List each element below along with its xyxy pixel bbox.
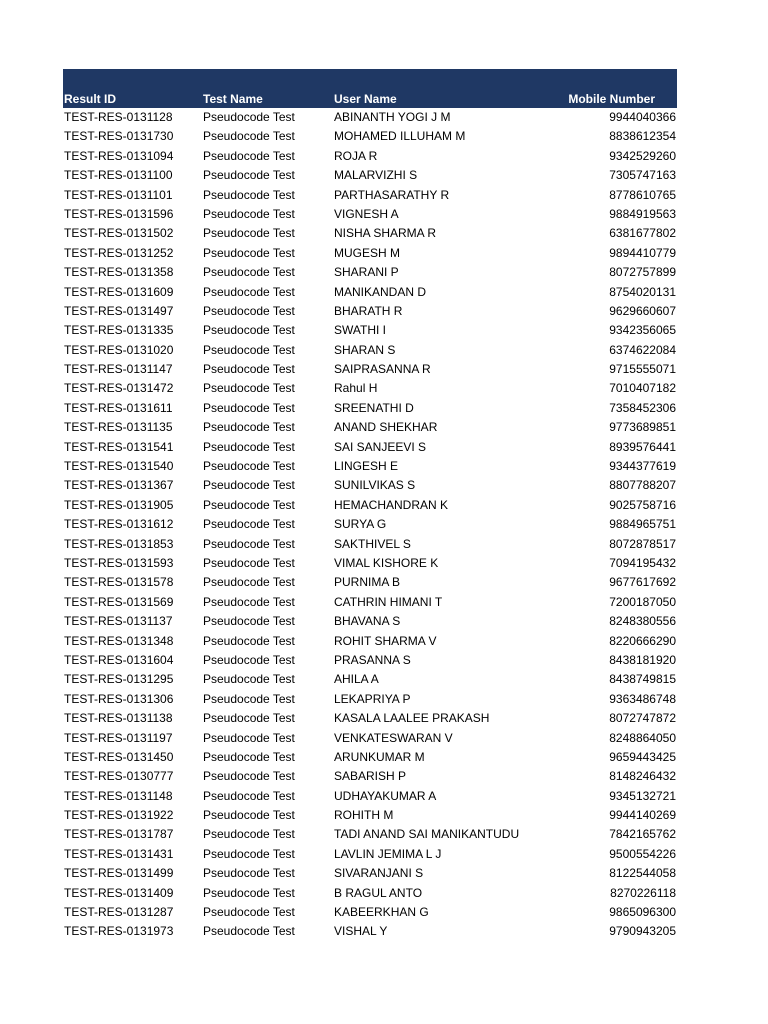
mobile-number-cell: 9773689851 [609,420,676,435]
table-row [63,670,677,689]
result-id-cell: TEST-RES-0131137 [64,614,173,629]
result-id-cell: TEST-RES-0131358 [64,265,174,280]
test-name-cell: Pseudocode Test [203,265,295,280]
result-id-cell: TEST-RES-0131094 [64,148,174,163]
test-name-cell: Pseudocode Test [203,245,295,260]
user-name-cell: UDHAYAKUMAR A [334,788,437,803]
test-name-cell: Pseudocode Test [203,168,295,183]
result-id-cell: TEST-RES-0131367 [64,478,174,493]
table-row [63,864,677,883]
result-id-cell: TEST-RES-0131611 [64,400,173,415]
user-name-cell: AHILA A [334,672,379,687]
user-name-cell: SURYA G [334,517,387,532]
mobile-number-cell: 8148246432 [609,769,676,784]
test-name-cell: Pseudocode Test [203,400,295,415]
test-name-cell: Pseudocode Test [203,420,295,435]
column-header-result-id: Result ID [64,92,117,106]
test-name-cell: Pseudocode Test [203,866,295,881]
table-row [63,147,677,166]
user-name-cell: VISHAL Y [334,924,388,939]
mobile-number-cell: 9344377619 [609,459,676,474]
test-name-cell: Pseudocode Test [203,691,295,706]
result-id-cell: TEST-RES-0131147 [64,362,173,377]
table-header [63,69,677,108]
mobile-number-cell: 7842165762 [609,827,676,842]
table-row [63,360,677,379]
table-row [63,127,677,146]
result-id-cell: TEST-RES-0131596 [64,206,174,221]
user-name-cell: KASALA LAALEE PRAKASH [334,711,490,726]
test-name-cell: Pseudocode Test [203,303,295,318]
result-id-cell: TEST-RES-0131306 [64,691,174,706]
result-id-cell: TEST-RES-0131905 [64,497,174,512]
user-name-cell: SABARISH P [334,769,407,784]
mobile-number-cell: 9790943205 [609,924,676,939]
test-name-cell: Pseudocode Test [203,323,295,338]
result-id-cell: TEST-RES-0131541 [64,439,174,454]
mobile-number-cell: 9025758716 [609,497,676,512]
table-row [63,418,677,437]
user-name-cell: MUGESH M [334,245,400,260]
test-name-cell: Pseudocode Test [203,459,295,474]
user-name-cell: PARTHASARATHY R [334,187,450,202]
result-id-cell: TEST-RES-0131604 [64,652,174,667]
user-name-cell: ABINANTH YOGI J M [334,110,451,124]
result-id-cell: TEST-RES-0131578 [64,575,174,590]
user-name-cell: ROHIT SHARMA V [334,633,437,648]
result-id-cell: TEST-RES-0131612 [64,517,174,532]
test-name-cell: Pseudocode Test [203,711,295,726]
mobile-number-cell: 9884965751 [609,517,676,532]
mobile-number-cell: 8438749815 [609,672,676,687]
user-name-cell: LAVLIN JEMIMA L J [334,846,442,861]
user-name-cell: HEMACHANDRAN K [334,497,449,512]
test-name-cell: Pseudocode Test [203,362,295,377]
user-name-cell: LINGESH E [334,459,399,474]
table-row [63,709,677,728]
result-id-cell: TEST-RES-0131148 [64,788,173,803]
table-row [63,515,677,534]
table-row [63,224,677,243]
user-name-cell: SAI SANJEEVI S [334,439,427,454]
table-row [63,884,677,903]
test-name-cell: Pseudocode Test [203,206,295,221]
mobile-number-cell: 8939576441 [609,439,676,454]
user-name-cell: B RAGUL ANTO [334,885,423,900]
test-name-cell: Pseudocode Test [203,672,295,687]
user-name-cell: ROHITH M [334,808,394,823]
result-id-cell: TEST-RES-0131502 [64,226,174,241]
user-name-cell: ANAND SHEKHAR [334,420,438,435]
user-name-cell: MOHAMED ILLUHAM M [334,129,466,144]
table-row [63,922,677,941]
test-name-cell: Pseudocode Test [203,633,295,648]
mobile-number-cell: 7358452306 [609,400,676,415]
mobile-number-cell: 8248864050 [609,730,676,745]
results-table [63,69,677,942]
mobile-number-cell: 6381677802 [609,226,676,241]
test-name-cell: Pseudocode Test [203,342,295,357]
table-row [63,283,677,302]
user-name-cell: Rahul H [334,381,378,396]
mobile-number-cell: 8248380556 [609,614,676,629]
test-name-cell: Pseudocode Test [203,148,295,163]
user-name-cell: SUNILVIKAS S [334,478,416,493]
table-row [63,341,677,360]
user-name-cell: BHARATH R [334,303,403,318]
result-id-cell: TEST-RES-0131922 [64,808,174,823]
result-id-cell: TEST-RES-0131787 [64,827,174,842]
table-row [63,593,677,612]
mobile-number-cell: 8072878517 [609,536,676,551]
test-name-cell: Pseudocode Test [203,555,295,570]
result-id-cell: TEST-RES-0131295 [64,672,174,687]
result-id-cell: TEST-RES-0130777 [64,769,174,784]
result-id-cell: TEST-RES-0131450 [64,749,174,764]
table-row [63,554,677,573]
user-name-cell: SHARAN S [334,342,396,357]
table-row [63,825,677,844]
mobile-number-cell: 9865096300 [609,905,676,920]
mobile-number-cell: 9884919563 [609,206,676,221]
user-name-cell: NISHA SHARMA R [334,226,437,241]
test-name-cell: Pseudocode Test [203,575,295,590]
test-name-cell: Pseudocode Test [203,497,295,512]
user-name-cell: TADI ANAND SAI MANIKANTUDU [334,827,520,842]
result-id-cell: TEST-RES-0131730 [64,129,174,144]
result-id-cell: TEST-RES-0131593 [64,555,174,570]
user-name-cell: BHAVANA S [334,614,401,629]
test-name-cell: Pseudocode Test [203,110,295,124]
table-row [63,690,677,709]
mobile-number-cell: 7094195432 [609,555,676,570]
result-id-cell: TEST-RES-0131138 [64,711,173,726]
table-row [63,748,677,767]
table-row [63,108,677,127]
mobile-number-cell: 7200187050 [609,594,676,609]
table-row [63,457,677,476]
mobile-number-cell: 9894410779 [609,245,676,260]
user-name-cell: LEKAPRIYA P [334,691,411,706]
mobile-number-cell: 8072747872 [609,711,676,726]
user-name-cell: ARUNKUMAR M [334,749,425,764]
user-name-cell: SHARANI P [334,265,399,280]
mobile-number-cell: 9944040366 [609,110,676,124]
mobile-number-cell: 9345132721 [609,788,676,803]
user-name-cell: PURNIMA B [334,575,401,590]
test-name-cell: Pseudocode Test [203,769,295,784]
result-id-cell: TEST-RES-0131609 [64,284,174,299]
result-id-cell: TEST-RES-0131335 [64,323,174,338]
column-header-user-name: User Name [334,92,397,106]
column-header-test-name: Test Name [203,92,263,106]
table-row [63,186,677,205]
result-id-cell: TEST-RES-0131020 [64,342,174,357]
user-name-cell: MANIKANDAN D [334,284,427,299]
result-id-cell: TEST-RES-0131853 [64,536,174,551]
test-name-cell: Pseudocode Test [203,924,295,939]
mobile-number-cell: 9342529260 [609,148,676,163]
result-id-cell: TEST-RES-0131100 [64,168,173,183]
result-id-cell: TEST-RES-0131431 [64,846,174,861]
result-id-cell: TEST-RES-0131569 [64,594,174,609]
test-name-cell: Pseudocode Test [203,652,295,667]
user-name-cell: SAKTHIVEL S [334,536,411,551]
result-id-cell: TEST-RES-0131128 [64,110,173,124]
result-id-cell: TEST-RES-0131472 [64,381,174,396]
table-row [63,767,677,786]
user-name-cell: VIGNESH A [334,206,399,221]
test-name-cell: Pseudocode Test [203,478,295,493]
table-row [63,476,677,495]
result-id-cell: TEST-RES-0131499 [64,866,174,881]
table-row [63,845,677,864]
test-name-cell: Pseudocode Test [203,226,295,241]
table-row [63,787,677,806]
mobile-number-cell: 8072757899 [609,265,676,280]
result-id-cell: TEST-RES-0131197 [64,730,173,745]
table-row [63,302,677,321]
test-name-cell: Pseudocode Test [203,284,295,299]
table-row [63,399,677,418]
mobile-number-cell: 8270226118 [610,885,676,900]
result-id-cell: TEST-RES-0131101 [64,187,173,202]
mobile-number-cell: 8778610765 [609,187,676,202]
column-header-mobile-number: Mobile Number [568,92,655,106]
test-name-cell: Pseudocode Test [203,614,295,629]
test-name-cell: Pseudocode Test [203,730,295,745]
table-row [63,244,677,263]
table-row [63,263,677,282]
result-id-cell: TEST-RES-0131252 [64,245,174,260]
mobile-number-cell: 7010407182 [609,381,676,396]
mobile-number-cell: 9342356065 [609,323,676,338]
user-name-cell: KABEERKHAN G [334,905,429,920]
mobile-number-cell: 9363486748 [609,691,676,706]
result-id-cell: TEST-RES-0131540 [64,459,174,474]
user-name-cell: SIVARANJANI S [334,866,424,881]
mobile-number-cell: 9659443425 [609,749,676,764]
result-id-cell: TEST-RES-0131973 [64,924,174,939]
mobile-number-cell: 7305747163 [609,168,676,183]
user-name-cell: SAIPRASANNA R [334,362,431,377]
result-id-cell: TEST-RES-0131287 [64,905,174,920]
table-row [63,903,677,922]
test-name-cell: Pseudocode Test [203,129,295,144]
user-name-cell: SREENATHI D [334,400,414,415]
test-name-cell: Pseudocode Test [203,827,295,842]
table-row [63,379,677,398]
test-name-cell: Pseudocode Test [203,594,295,609]
mobile-number-cell: 8438181920 [609,652,676,667]
table-row [63,632,677,651]
table-row [63,496,677,515]
table-row [63,573,677,592]
table-row [63,205,677,224]
mobile-number-cell: 9500554226 [609,846,676,861]
test-name-cell: Pseudocode Test [203,517,295,532]
mobile-number-cell: 8122544058 [609,866,676,881]
mobile-number-cell: 8754020131 [609,284,676,299]
result-id-cell: TEST-RES-0131135 [64,420,173,435]
mobile-number-cell: 6374622084 [609,342,676,357]
test-name-cell: Pseudocode Test [203,749,295,764]
mobile-number-cell: 9629660607 [609,303,676,318]
table-row [63,321,677,340]
user-name-cell: PRASANNA S [334,652,411,667]
result-id-cell: TEST-RES-0131348 [64,633,174,648]
table-row [63,166,677,185]
test-name-cell: Pseudocode Test [203,788,295,803]
mobile-number-cell: 8807788207 [609,478,676,493]
user-name-cell: ROJA R [334,148,378,163]
table-row [63,535,677,554]
table-body [63,108,677,942]
test-name-cell: Pseudocode Test [203,439,295,454]
table-row [63,651,677,670]
result-id-cell: TEST-RES-0131497 [64,303,174,318]
test-name-cell: Pseudocode Test [203,187,295,202]
mobile-number-cell: 9715555071 [609,362,676,377]
user-name-cell: SWATHI I [334,323,386,338]
mobile-number-cell: 9944140269 [609,808,676,823]
test-name-cell: Pseudocode Test [203,808,295,823]
user-name-cell: VENKATESWARAN V [334,730,453,745]
user-name-cell: CATHRIN HIMANI T [334,594,443,609]
test-name-cell: Pseudocode Test [203,905,295,920]
table-row [63,729,677,748]
table-row [63,612,677,631]
mobile-number-cell: 8838612354 [609,129,676,144]
table-row [63,438,677,457]
test-name-cell: Pseudocode Test [203,381,295,396]
result-id-cell: TEST-RES-0131409 [64,885,174,900]
test-name-cell: Pseudocode Test [203,536,295,551]
user-name-cell: MALARVIZHI S [334,168,418,183]
user-name-cell: VIMAL KISHORE K [334,555,439,570]
test-name-cell: Pseudocode Test [203,885,295,900]
mobile-number-cell: 8220666290 [609,633,676,648]
test-name-cell: Pseudocode Test [203,846,295,861]
table-row [63,806,677,825]
mobile-number-cell: 9677617692 [609,575,676,590]
